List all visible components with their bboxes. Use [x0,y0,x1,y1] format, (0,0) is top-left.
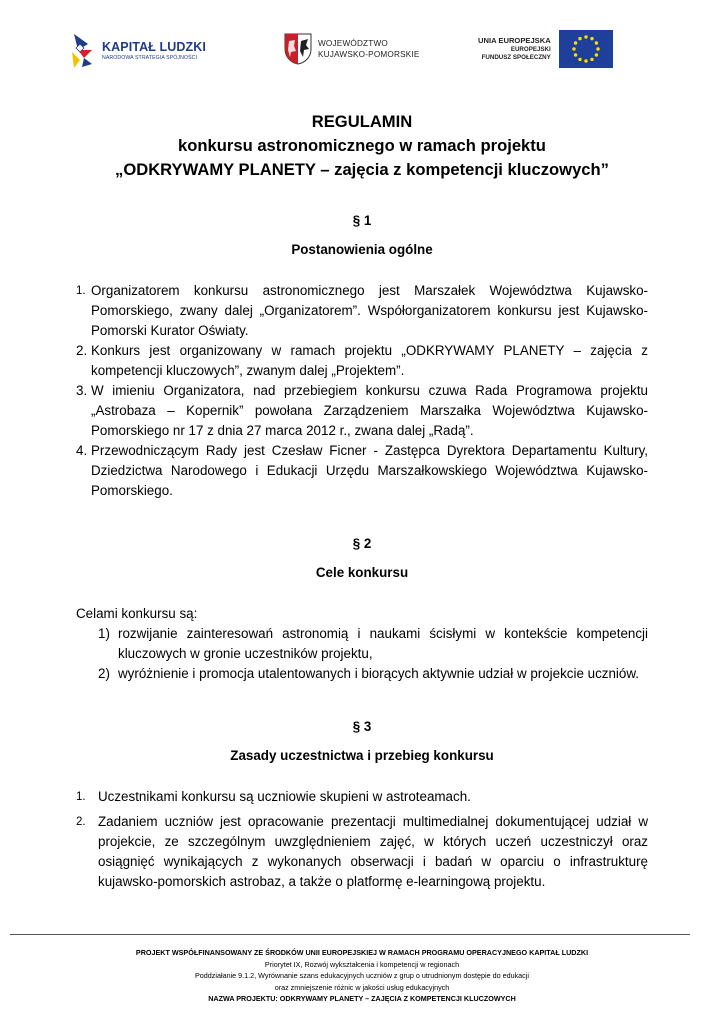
eu-flag-icon [559,30,613,68]
list-marker: 1. [76,285,86,297]
section-2-list [76,624,648,684]
list-marker: 2. [76,343,88,358]
list-item [76,341,648,381]
eu-logo-line1: UNIA EUROPEJSKA [478,35,551,45]
kapital-ludzki-logo [70,34,206,68]
document-body [76,110,648,897]
eu-logo-line3: FUNDUSZ SPOŁECZNY [481,54,551,62]
list-marker: 1. [76,791,86,803]
list-item-text: Uczestnikami konkursu są uczniowie skupieni w astroteamach. [98,789,471,804]
list-item [76,381,648,441]
list-item-text: Organizatorem konkursu astronomicznego jest Marszałek Województwa Kujawsko-Pomorskiego, zwany dalej „Organizatorem”. Współorganizatorem konkursu jest Kujawsko-Pomorski Kurator Oświaty. [91,283,648,338]
list-item [76,624,648,664]
eu-logo-line2: EUROPEJSKI [510,45,551,53]
section-title: Zasady uczestnictwa i przebieg konkursu [230,748,494,763]
eu-logo [478,30,613,68]
list-item-text: wyróżnienie i promocja utalentowanych i biorących aktywnie udział w projekcie uczniów. [118,666,639,681]
list-marker: 1) [98,626,110,641]
page-footer [40,947,684,1005]
kujawsko-pomorskie-logo [284,33,420,65]
page-header [0,0,725,95]
title-line-1: REGULAMIN [311,112,413,131]
kl-logo-subtitle: NARODOWA STRATEGIA SPÓJNOŚCI [102,54,198,61]
section-title: Postanowienia ogólne [291,242,433,257]
footer-divider [10,934,690,935]
kp-logo-line1: WOJEWÓDZTWO [318,38,388,48]
section-1-heading [76,211,648,260]
list-item [76,812,648,892]
footer-line-1: PROJEKT WSPÓŁFINANSOWANY ZE ŚRODKÓW UNII EUROPEJSKIEJ W RAMACH PROGRAMU OPERACYJNEGO KAPITAŁ LUDZKI [135,948,589,957]
footer-line-4: oraz zmniejszenie różnic w jakości usług edukacyjnych [274,982,450,992]
section-number: § 2 [352,536,372,551]
list-item [76,441,648,501]
list-marker: 2) [98,666,110,681]
list-item [76,281,648,341]
kapital-ludzki-emblem-icon [70,34,96,68]
section-number: § 1 [352,213,372,228]
section-3-heading [76,717,648,766]
list-item-text: Przewodniczącym Rady jest Czesław Ficner - Zastępca Dyrektora Departamentu Kultury, Dziedzictwa Narodowego i Edukacji Urzędu Marszałkowskiego Województwa Kujawsko-Pomorskiego. [91,443,648,498]
footer-line-2: Priorytet IX, Rozwój wykształcenia i kompetencji w regionach [264,959,460,969]
list-item-text: W imieniu Organizatora, nad przebiegiem konkursu czuwa Rada Programowa projektu „Astrobaza – Kopernik” powołana Zarządzeniem Marszałka Województwa Kujawsko-Pomorskiego nr 17 z dnia 27 marca 2012 r., zwana dalej „Radą”. [91,383,648,438]
section-3-list [76,787,648,892]
title-line-3: „ODKRYWAMY PLANETY – zajęcia z kompetencji kluczowych” [115,160,609,179]
section-1-list [76,281,648,501]
list-item [76,664,648,684]
list-item-text: rozwijanie zainteresowań astronomią i naukami ścisłymi w kontekście kompetencji kluczowych w gronie uczestników projektu, [118,626,648,661]
section-number: § 3 [352,719,372,734]
list-item [76,787,648,807]
title-line-2: konkursu astronomicznego w ramach projektu [178,136,546,155]
list-marker: 4. [76,443,88,458]
footer-line-3: Poddziałanie 9.1.2, Wyrównanie szans edukacyjnych uczniów z grup o utrudnionym dostępie do edukacji [195,971,529,981]
list-item-text: Konkurs jest organizowany w ramach projektu „ODKRYWAMY PLANETY – zajęcia z kompetencji kluczowych”, zwanym dalej „Projektem”. [91,343,648,378]
section-2-heading [76,534,648,583]
list-item-text: Zadaniem uczniów jest opracowanie prezentacji multimedialnej dokumentującej udział w projekcie, ze szczególnym uwzględnieniem zajęć, w których uczeń uczestniczył oraz osiągnięć wynikających z wykonanych obserwacji i badań w oparciu o infrastrukturę kujawsko-pomorskich astrobaz, a także o platformę e-learningową projektu. [98,814,648,889]
kl-logo-title: KAPITAŁ LUDZKI [102,40,206,55]
coat-of-arms-icon [284,33,312,65]
list-marker: 3. [76,383,88,398]
section-2-intro: Celami konkursu są: [76,606,198,621]
footer-line-5: NAZWA PROJEKTU: ODKRYWAMY PLANETY – ZAJĘCIA Z KOMPETENCJI KLUCZOWYCH [208,994,516,1004]
section-title: Cele konkursu [315,565,409,580]
kp-logo-line2: KUJAWSKO-POMORSKIE [318,50,420,59]
list-marker: 2. [76,816,86,828]
document-title [76,110,648,182]
